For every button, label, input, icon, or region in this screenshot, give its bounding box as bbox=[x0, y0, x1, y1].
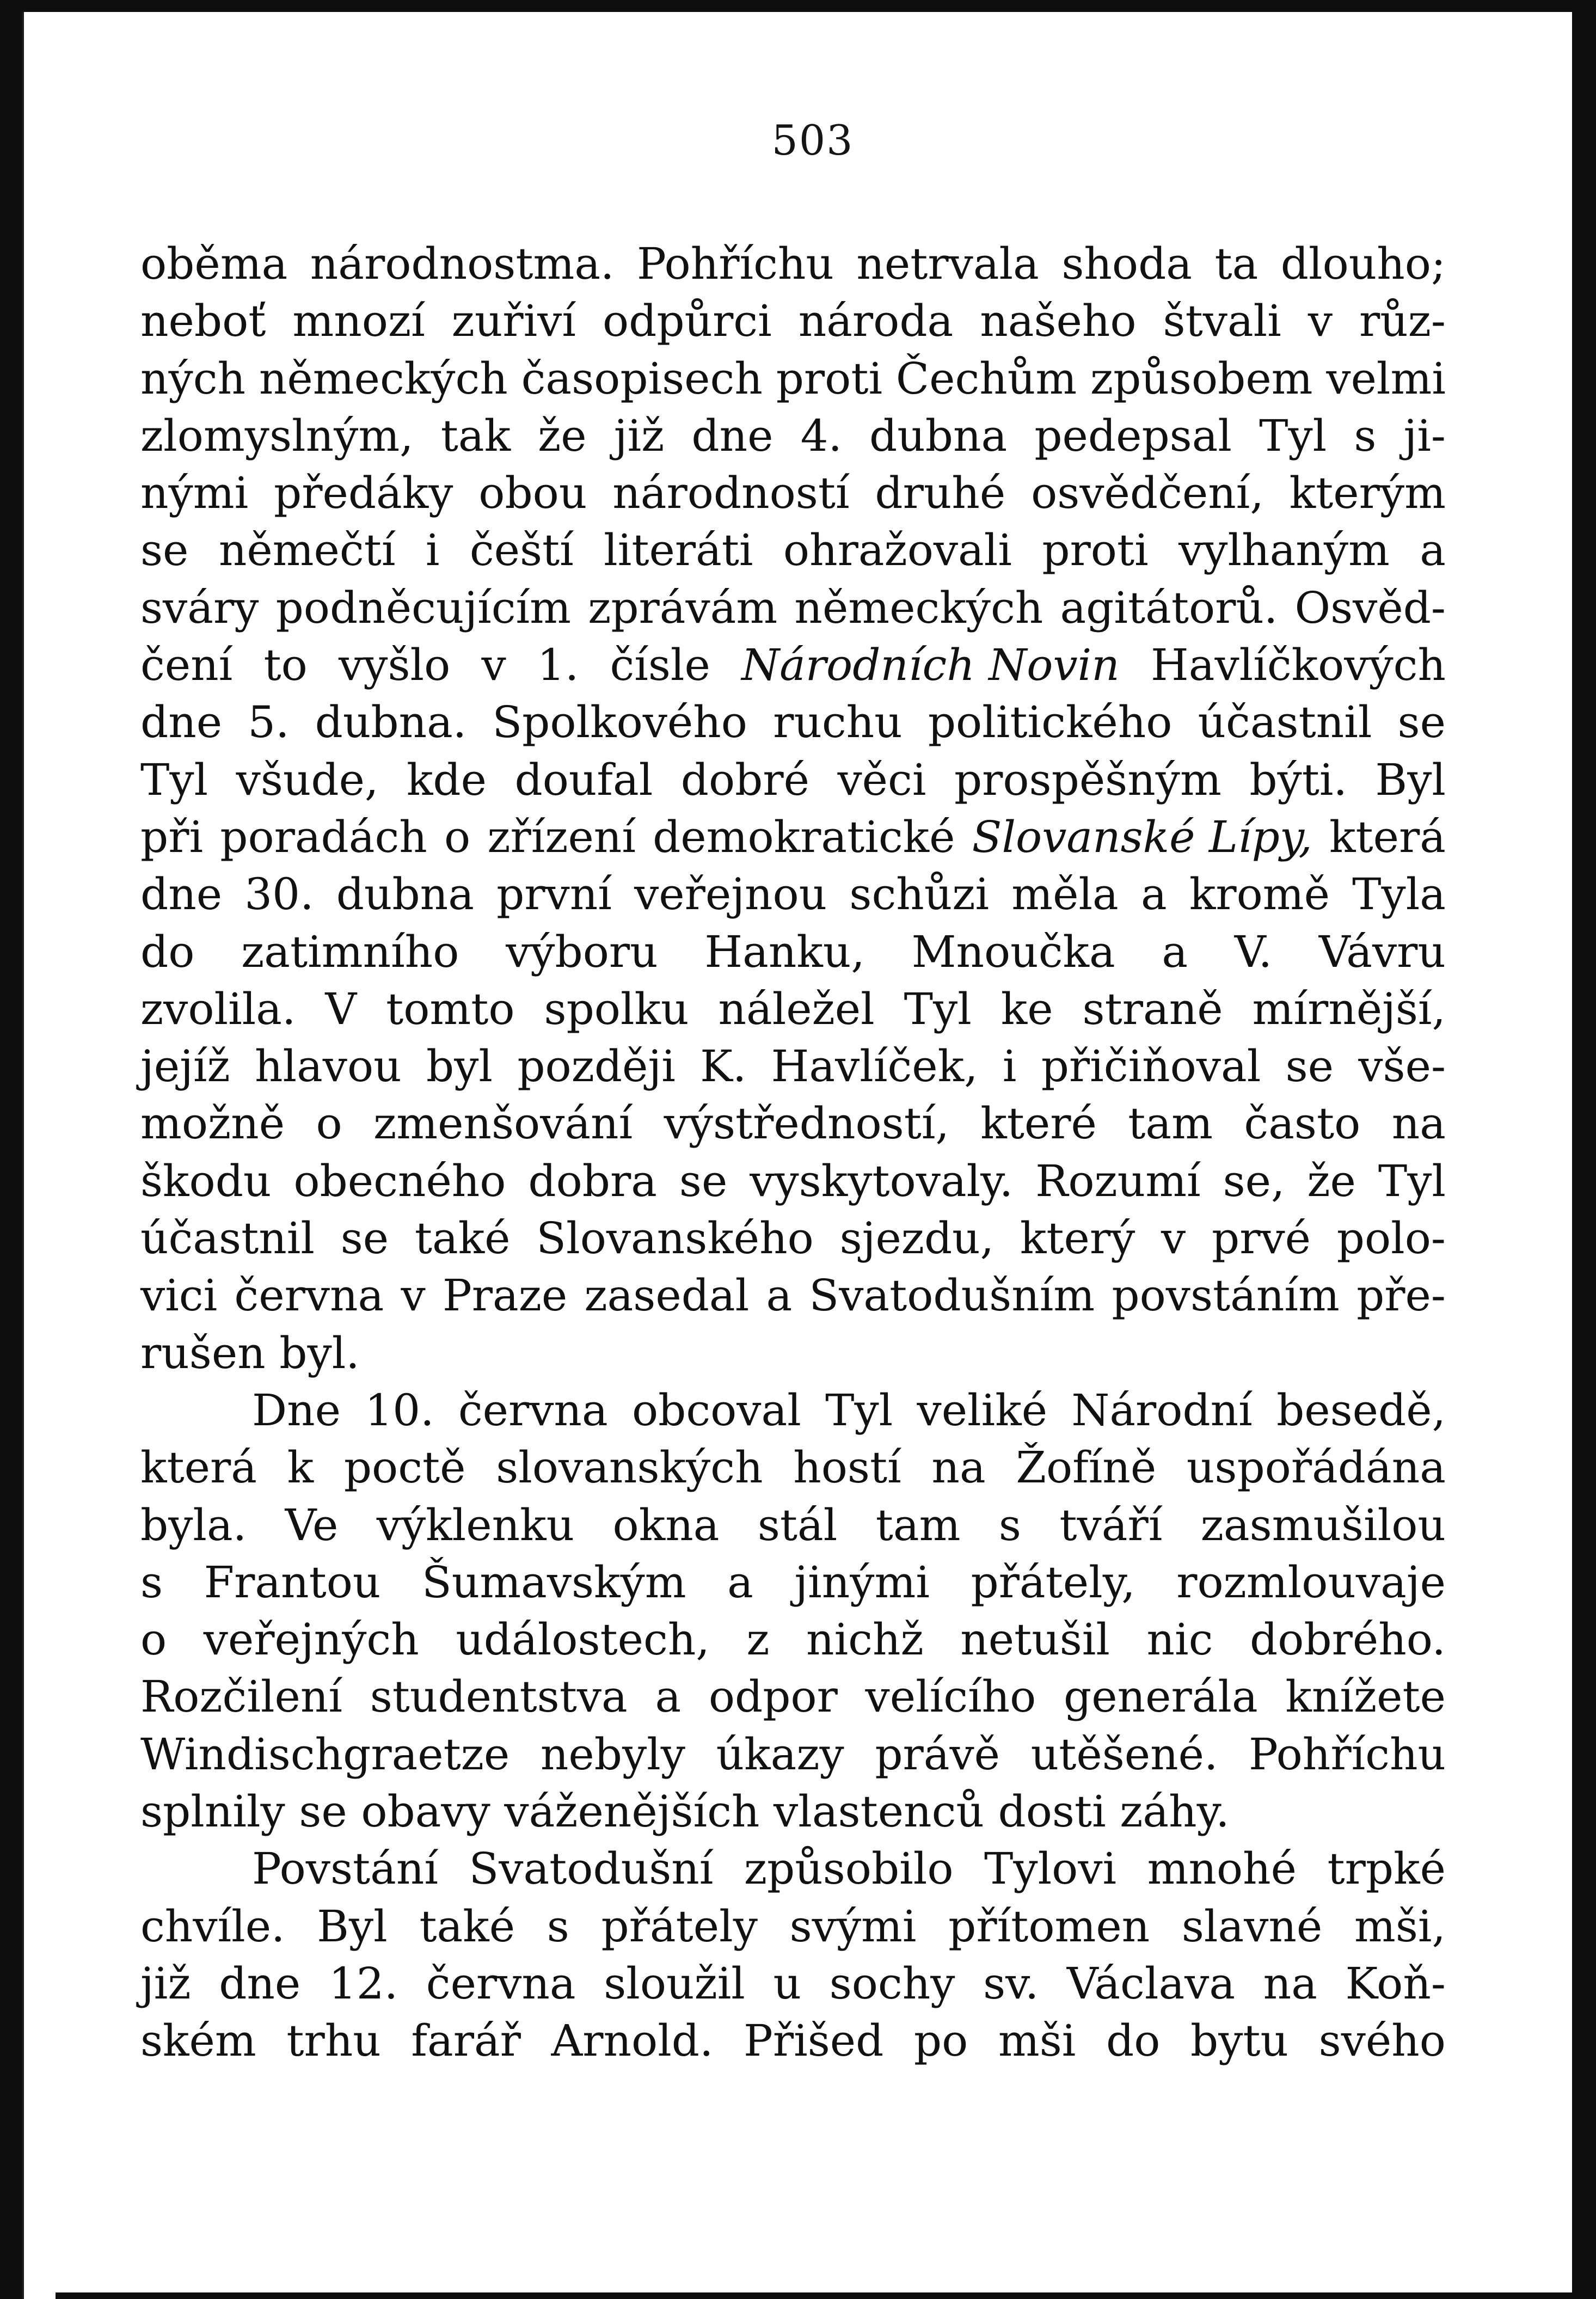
italic-title-word: Slovanské Lípy, bbox=[972, 811, 1312, 862]
word: straně bbox=[1082, 983, 1223, 1034]
word: stál bbox=[757, 1499, 838, 1550]
word: tam bbox=[1128, 1098, 1213, 1149]
text-line bbox=[140, 522, 1446, 579]
word: nic bbox=[1146, 1614, 1213, 1665]
word: oběma bbox=[140, 238, 288, 289]
word: Osvěd- bbox=[1294, 582, 1446, 633]
word: čení bbox=[140, 640, 233, 691]
word: váženějších bbox=[504, 1786, 760, 1837]
word: zmenšování bbox=[373, 1098, 633, 1149]
word: ji- bbox=[1403, 410, 1446, 461]
word: do bbox=[1106, 2015, 1161, 2067]
text-line bbox=[140, 1611, 1446, 1668]
word: výboru bbox=[506, 926, 658, 977]
word: a bbox=[1162, 926, 1188, 977]
word: obou bbox=[478, 468, 587, 519]
scan-border-right bbox=[1572, 0, 1596, 2299]
word: polo- bbox=[1336, 1213, 1446, 1264]
word: obecného bbox=[293, 1155, 506, 1206]
word: zprávám bbox=[588, 582, 778, 633]
scan-border-left bbox=[0, 0, 22, 2299]
word: se bbox=[679, 1155, 728, 1206]
word: Praze bbox=[442, 1270, 568, 1321]
word: Slovanského bbox=[536, 1213, 814, 1264]
word: poradách bbox=[220, 811, 427, 862]
word: politického bbox=[928, 697, 1173, 748]
book-page bbox=[53, 12, 1572, 2292]
text-line bbox=[140, 407, 1446, 464]
word: sloužil bbox=[604, 1958, 745, 2009]
word: zvolila. bbox=[140, 983, 296, 1034]
word: mírnější, bbox=[1252, 983, 1446, 1034]
text-line bbox=[140, 1325, 1446, 1382]
word: mnohé bbox=[1147, 1843, 1297, 1895]
word: jinými bbox=[794, 1556, 930, 1608]
word: dobrého. bbox=[1250, 1614, 1446, 1665]
word: ském bbox=[140, 2015, 256, 2067]
word: o bbox=[444, 811, 471, 862]
word: která bbox=[140, 1442, 257, 1493]
word: němečtí bbox=[218, 525, 396, 576]
word: Svatodušní bbox=[469, 1843, 714, 1895]
word: dne bbox=[140, 869, 223, 920]
word: besedě, bbox=[1276, 1384, 1446, 1436]
word: sv. bbox=[983, 1958, 1039, 2009]
word: všude, bbox=[236, 754, 379, 805]
word: o bbox=[316, 1098, 342, 1149]
word: podněcujícím bbox=[275, 582, 571, 633]
word: a bbox=[1140, 869, 1167, 920]
text-line bbox=[140, 1382, 1446, 1439]
word: i bbox=[1002, 1041, 1017, 1092]
word: dne bbox=[219, 1958, 301, 2009]
word: schůzi bbox=[849, 869, 990, 920]
word: náležel bbox=[718, 983, 875, 1034]
word: kterým bbox=[1289, 468, 1446, 519]
text-line bbox=[140, 2012, 1446, 2069]
word: Rozumí bbox=[1035, 1155, 1201, 1206]
word: dobré bbox=[680, 754, 809, 805]
word: vylhaným bbox=[1178, 525, 1390, 576]
text-line bbox=[140, 808, 1446, 866]
word: to bbox=[263, 640, 308, 691]
word: 10. bbox=[365, 1384, 434, 1436]
word: na bbox=[931, 1442, 986, 1493]
word: agitátorů. bbox=[1060, 582, 1278, 633]
word: Dne bbox=[252, 1384, 341, 1436]
word: tam bbox=[875, 1499, 961, 1550]
word: června bbox=[458, 1384, 608, 1436]
word: růz- bbox=[1359, 296, 1446, 347]
word: způsobem bbox=[1090, 353, 1313, 404]
word: Tyl bbox=[904, 983, 972, 1034]
word: 30. bbox=[244, 869, 314, 920]
word: na bbox=[1263, 1958, 1317, 2009]
word: měla bbox=[1011, 869, 1119, 920]
word: tváří bbox=[1059, 1499, 1163, 1550]
word: června bbox=[426, 1958, 576, 2009]
text-line bbox=[140, 1152, 1446, 1210]
word: způsobilo bbox=[744, 1843, 954, 1895]
word: odpor bbox=[708, 1671, 838, 1722]
word: Svatodušním bbox=[809, 1270, 1095, 1321]
word: kde bbox=[406, 754, 487, 805]
word: o bbox=[140, 1614, 167, 1665]
word: že bbox=[538, 410, 587, 461]
word: obavy bbox=[361, 1786, 490, 1837]
word: spolku bbox=[544, 983, 689, 1034]
text-line bbox=[140, 1726, 1446, 1783]
word: který bbox=[1020, 1213, 1135, 1264]
text-line bbox=[140, 579, 1446, 636]
word: veřejných bbox=[203, 1614, 419, 1665]
word: štvali bbox=[1163, 296, 1281, 347]
word: velícího bbox=[865, 1671, 1036, 1722]
word: Frantou bbox=[204, 1556, 381, 1608]
text-line bbox=[140, 1554, 1446, 1611]
word: 12. bbox=[328, 1958, 398, 2009]
word: zřízení bbox=[487, 811, 636, 862]
word: hostí bbox=[793, 1442, 901, 1493]
text-line bbox=[140, 866, 1446, 923]
word: národností bbox=[612, 468, 850, 519]
word: splnily bbox=[140, 1786, 285, 1837]
word: právě bbox=[875, 1728, 1000, 1780]
word: tomto bbox=[386, 983, 515, 1034]
word: prvé bbox=[1212, 1213, 1311, 1264]
word: první bbox=[496, 869, 612, 920]
word: proti bbox=[1042, 525, 1149, 576]
word: druhé bbox=[875, 468, 1006, 519]
word: obcoval bbox=[631, 1384, 801, 1436]
text-line bbox=[140, 464, 1446, 522]
word: června bbox=[234, 1270, 384, 1321]
word: s bbox=[547, 1900, 569, 1952]
word: předáky bbox=[274, 468, 453, 519]
word: a bbox=[727, 1556, 753, 1608]
word: Čechům bbox=[895, 353, 1077, 404]
text-line bbox=[140, 980, 1446, 1038]
word: Václava bbox=[1066, 1958, 1236, 2009]
word: netrvala bbox=[856, 238, 1039, 289]
word: dlouho; bbox=[1280, 238, 1446, 289]
word: také bbox=[419, 1900, 515, 1952]
word: prospěšným bbox=[954, 754, 1221, 805]
word: přátely, bbox=[971, 1556, 1135, 1608]
word: demokratické bbox=[653, 811, 955, 862]
word: veřejnou bbox=[634, 869, 827, 920]
word: K. bbox=[700, 1041, 747, 1092]
text-line bbox=[140, 1783, 1446, 1840]
word: býti. bbox=[1249, 754, 1347, 805]
text-line bbox=[140, 235, 1446, 292]
word: i bbox=[425, 525, 440, 576]
word: výklenku bbox=[376, 1499, 575, 1550]
word: a bbox=[766, 1270, 793, 1321]
text-line bbox=[140, 1095, 1446, 1152]
word: hlavou bbox=[255, 1041, 402, 1092]
word: se bbox=[1397, 697, 1446, 748]
word: záhy. bbox=[1120, 1786, 1230, 1837]
text-line bbox=[140, 1267, 1446, 1324]
word: Windischgraetze bbox=[140, 1728, 510, 1780]
word: dne bbox=[691, 410, 774, 461]
word: nými bbox=[140, 468, 249, 519]
word: že bbox=[1307, 1155, 1356, 1206]
text-line bbox=[140, 1497, 1446, 1554]
word: Pohříchu bbox=[1249, 1728, 1446, 1780]
word: Povstání bbox=[252, 1843, 438, 1895]
word: Hanku, bbox=[704, 926, 865, 977]
word: okna bbox=[612, 1499, 720, 1550]
word: která bbox=[1329, 811, 1446, 862]
word: výstředností, bbox=[664, 1098, 949, 1149]
word: se bbox=[299, 1786, 347, 1837]
word: Koň- bbox=[1345, 1958, 1446, 2009]
word: zlomyslným, bbox=[140, 410, 414, 461]
word: zasedal bbox=[584, 1270, 750, 1321]
word: a bbox=[1420, 525, 1446, 576]
word: Pohříchu bbox=[636, 238, 834, 289]
italic-title-word: Národních Novin bbox=[741, 640, 1120, 691]
word: 5. bbox=[248, 697, 290, 748]
word: čeští bbox=[469, 525, 574, 576]
word: veliké bbox=[917, 1384, 1048, 1436]
word: při bbox=[140, 811, 204, 862]
word: dubna bbox=[869, 410, 1008, 461]
word: uspořádána bbox=[1186, 1442, 1446, 1493]
scan-border-top bbox=[0, 0, 1596, 12]
word: mnozí bbox=[292, 296, 425, 347]
word: povstáním bbox=[1112, 1270, 1340, 1321]
text-line bbox=[140, 1210, 1446, 1267]
word: do bbox=[140, 926, 195, 977]
word: literáti bbox=[604, 525, 753, 576]
word: ta bbox=[1214, 238, 1259, 289]
word: Ve bbox=[285, 1499, 339, 1550]
word: byla. bbox=[140, 1499, 247, 1550]
word: Byl bbox=[1375, 754, 1446, 805]
word: nebyly bbox=[540, 1728, 685, 1780]
word: Tyl bbox=[1378, 1155, 1446, 1206]
word: Tyl bbox=[140, 754, 208, 805]
word: Havlíčkových bbox=[1150, 640, 1446, 691]
word: farář bbox=[411, 2015, 521, 2067]
word: také bbox=[414, 1213, 511, 1264]
word: u bbox=[773, 1958, 802, 2009]
word: z bbox=[746, 1614, 770, 1665]
word: Mnoučka bbox=[911, 926, 1115, 977]
word: Byl bbox=[317, 1900, 388, 1952]
word: osvědčení, bbox=[1031, 468, 1264, 519]
word: s bbox=[1354, 410, 1377, 461]
word: trpké bbox=[1327, 1843, 1446, 1895]
word: doufal bbox=[514, 754, 653, 805]
text-line bbox=[140, 1955, 1446, 2012]
text-line bbox=[140, 694, 1446, 751]
word: chvíle. bbox=[140, 1900, 285, 1952]
word: dobra bbox=[528, 1155, 657, 1206]
text-line bbox=[140, 751, 1446, 808]
word: ke bbox=[1000, 983, 1053, 1034]
word: často bbox=[1244, 1098, 1361, 1149]
word: Rozčilení bbox=[140, 1671, 342, 1722]
text-line bbox=[140, 1439, 1446, 1496]
word: pedepsal bbox=[1034, 410, 1232, 461]
text-line bbox=[140, 1840, 1446, 1897]
word: 1. bbox=[537, 640, 579, 691]
word: tak bbox=[440, 410, 511, 461]
word: k bbox=[287, 1442, 314, 1493]
word: Tyla bbox=[1352, 869, 1446, 920]
word: rušen bbox=[140, 1327, 266, 1378]
word: svého bbox=[1318, 2015, 1446, 2067]
word: přičiňoval bbox=[1041, 1041, 1261, 1092]
word: Šumavským bbox=[421, 1556, 686, 1608]
word: Arnold. bbox=[551, 2015, 714, 2067]
word: knížete bbox=[1285, 1671, 1446, 1722]
text-line bbox=[140, 350, 1446, 407]
word: se, bbox=[1223, 1155, 1285, 1206]
word: zasmušilou bbox=[1200, 1499, 1446, 1550]
text-line bbox=[140, 1668, 1446, 1725]
word: věci bbox=[837, 754, 926, 805]
word: nichž bbox=[806, 1614, 924, 1665]
word: pře- bbox=[1356, 1270, 1446, 1321]
word: sjezdu, bbox=[839, 1213, 995, 1264]
word: byl. bbox=[279, 1327, 360, 1378]
word: byl bbox=[426, 1041, 493, 1092]
word: zuřiví bbox=[451, 296, 576, 347]
text-line bbox=[140, 636, 1446, 694]
word: dubna bbox=[336, 869, 474, 920]
word: Tylovi bbox=[984, 1843, 1117, 1895]
word: a bbox=[655, 1671, 682, 1722]
text-line bbox=[140, 1038, 1446, 1095]
text-line bbox=[140, 1898, 1446, 1955]
word: již bbox=[613, 410, 665, 461]
word: které bbox=[980, 1098, 1097, 1149]
word: Vávru bbox=[1318, 926, 1446, 977]
word: V. bbox=[1234, 926, 1273, 977]
word: časopisech bbox=[521, 353, 763, 404]
word: národa bbox=[798, 296, 954, 347]
word: jejíž bbox=[140, 1041, 230, 1092]
word: dubna. bbox=[315, 697, 467, 748]
word: se bbox=[1285, 1041, 1334, 1092]
word: vlastenců bbox=[774, 1786, 984, 1837]
word: sochy bbox=[829, 1958, 955, 2009]
word: sváry bbox=[140, 582, 259, 633]
word: velmi bbox=[1326, 353, 1446, 404]
body-text bbox=[140, 235, 1446, 2070]
word: ruchu bbox=[773, 697, 903, 748]
word: národnostma. bbox=[310, 238, 615, 289]
word: Spolkového bbox=[492, 697, 747, 748]
word: slovanských bbox=[496, 1442, 763, 1493]
word: německých bbox=[259, 353, 508, 404]
word: později bbox=[517, 1041, 676, 1092]
word: zatimního bbox=[241, 926, 459, 977]
word: dosti bbox=[998, 1786, 1106, 1837]
word: V bbox=[325, 983, 357, 1034]
word: v bbox=[1161, 1213, 1186, 1264]
word: trhu bbox=[286, 2015, 381, 2067]
word: německých bbox=[794, 582, 1043, 633]
word: vše- bbox=[1358, 1041, 1446, 1092]
word: Žofíně bbox=[1016, 1442, 1157, 1493]
word: Havlíček, bbox=[771, 1041, 978, 1092]
page-gutter bbox=[22, 12, 56, 2299]
word: účastnil bbox=[140, 1213, 315, 1264]
word: vyskytovaly. bbox=[750, 1155, 1014, 1206]
word: škodu bbox=[140, 1155, 272, 1206]
word: se bbox=[140, 525, 189, 576]
word: slavné bbox=[1181, 1900, 1323, 1952]
word: čísle bbox=[610, 640, 710, 691]
page-number: 503 bbox=[771, 116, 854, 164]
word: vyšlo bbox=[339, 640, 451, 691]
word: účastnil bbox=[1198, 697, 1372, 748]
word: ných bbox=[140, 353, 246, 404]
word: Tyl bbox=[825, 1384, 893, 1436]
word: událostech, bbox=[456, 1614, 710, 1665]
word: 4. bbox=[800, 410, 842, 461]
word: dne bbox=[140, 697, 223, 748]
word: vici bbox=[140, 1270, 218, 1321]
word: studentstva bbox=[370, 1671, 628, 1722]
word: bytu bbox=[1190, 2015, 1289, 2067]
word: již bbox=[140, 1958, 191, 2009]
word: s bbox=[998, 1499, 1021, 1550]
word: odpůrci bbox=[602, 296, 772, 347]
word: neboť bbox=[140, 296, 266, 347]
word: rozmlouvaje bbox=[1176, 1556, 1446, 1608]
word: v bbox=[401, 1270, 426, 1321]
text-line bbox=[140, 923, 1446, 980]
word: poctě bbox=[343, 1442, 466, 1493]
word: mši bbox=[998, 2015, 1076, 2067]
word: mši, bbox=[1354, 1900, 1446, 1952]
scan-border-bottom bbox=[0, 2292, 1596, 2299]
word: v bbox=[1308, 296, 1333, 347]
word: s bbox=[140, 1556, 163, 1608]
word: přítomen bbox=[948, 1900, 1150, 1952]
text-line bbox=[140, 292, 1446, 350]
word: přátely bbox=[601, 1900, 758, 1952]
word: se bbox=[340, 1213, 389, 1264]
word: možně bbox=[140, 1098, 285, 1149]
word: generála bbox=[1064, 1671, 1258, 1722]
word: proti bbox=[776, 353, 883, 404]
word: v bbox=[481, 640, 506, 691]
word: ohražovali bbox=[783, 525, 1012, 576]
word: svými bbox=[789, 1900, 917, 1952]
word: Přišed bbox=[744, 2015, 884, 2067]
word: úkazy bbox=[716, 1728, 844, 1780]
word: Národní bbox=[1071, 1384, 1253, 1436]
word: na bbox=[1391, 1098, 1446, 1149]
word: po bbox=[913, 2015, 968, 2067]
word: Tyl bbox=[1259, 410, 1327, 461]
word: netušil bbox=[960, 1614, 1110, 1665]
word: shoda bbox=[1061, 238, 1192, 289]
word: našeho bbox=[980, 296, 1137, 347]
word: utěšené. bbox=[1030, 1728, 1218, 1780]
word: kromě bbox=[1189, 869, 1330, 920]
